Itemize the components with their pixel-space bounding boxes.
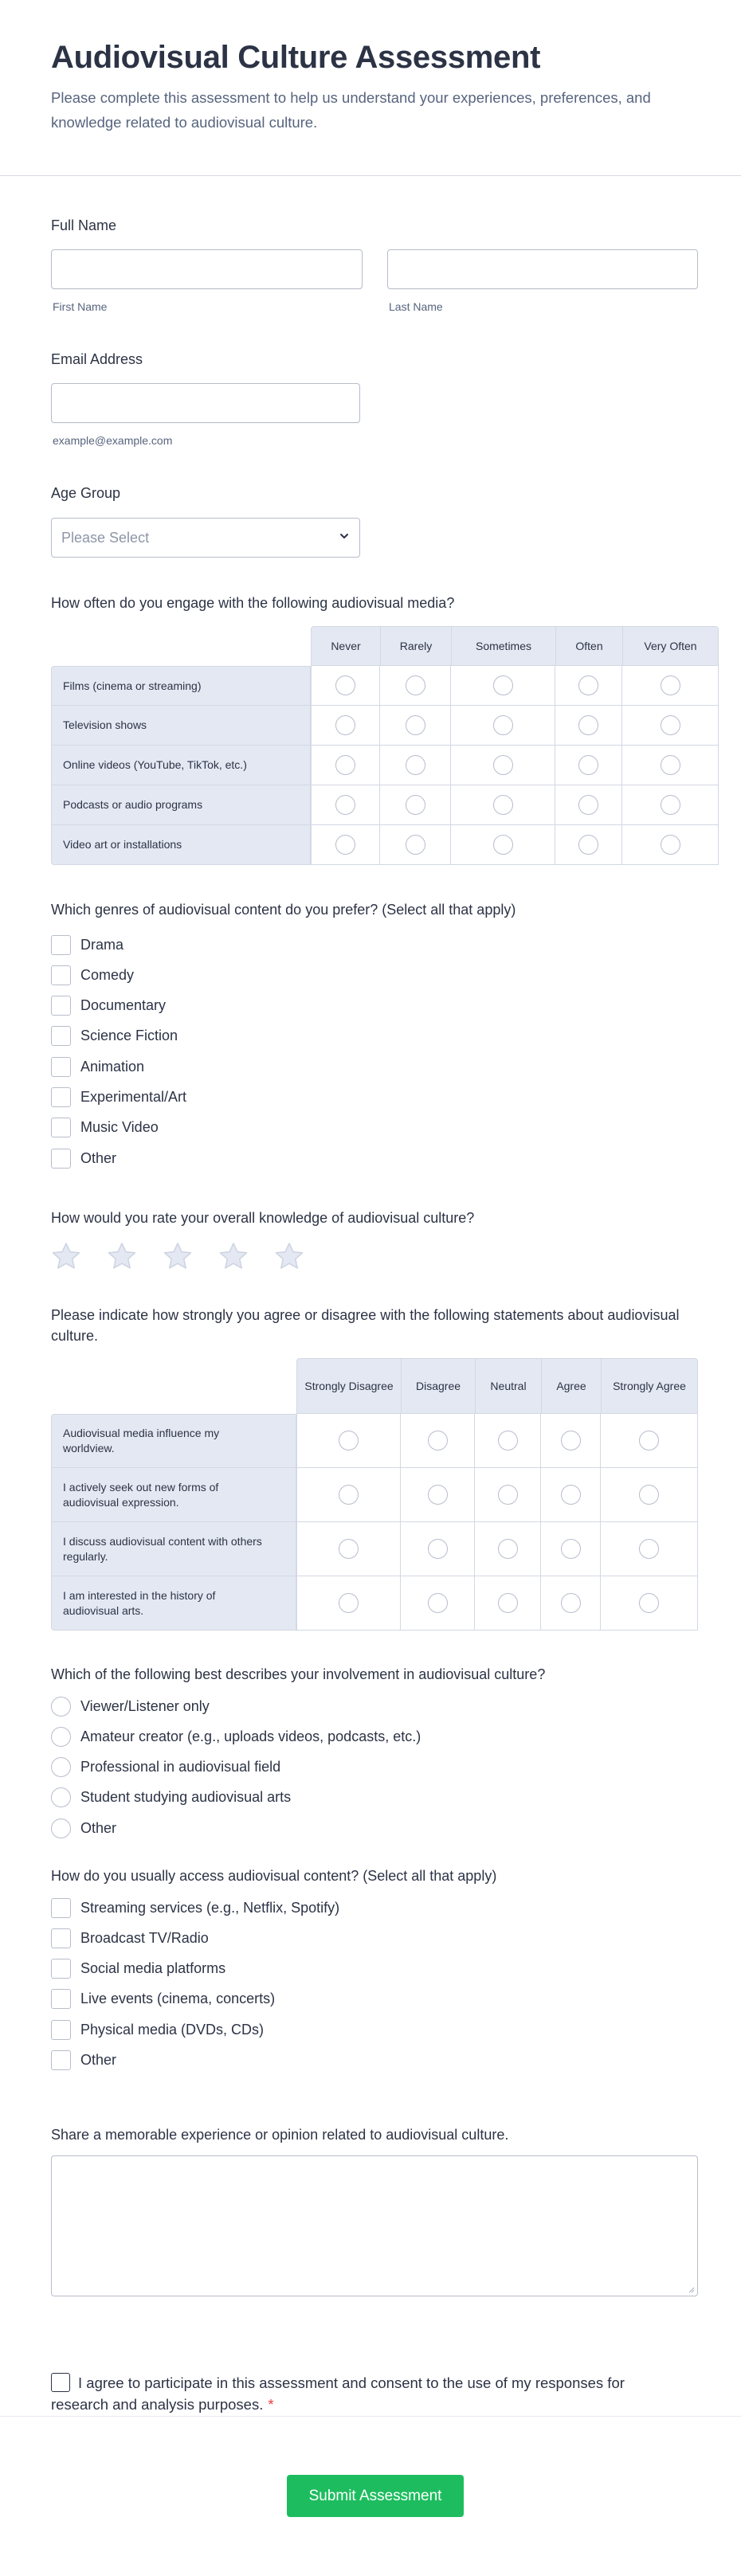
matrix-cell xyxy=(401,1414,475,1468)
checkbox-option[interactable] xyxy=(51,2050,116,2071)
matrix-radio[interactable] xyxy=(493,675,513,695)
checkbox[interactable] xyxy=(51,1898,71,1918)
matrix-row-label: Online videos (YouTube, TikTok, etc.) xyxy=(51,746,311,785)
matrix-column-header: Sometimes xyxy=(451,626,555,666)
checkbox[interactable] xyxy=(51,1087,71,1107)
matrix-cell xyxy=(541,1576,601,1631)
agreement-question: Please indicate how strongly you agree or disagree with the following statements about audiovisual culture. xyxy=(51,1307,680,1344)
matrix-row-label: Podcasts or audio programs xyxy=(51,785,311,825)
matrix-radio[interactable] xyxy=(661,675,680,695)
required-asterisk: * xyxy=(268,2396,274,2413)
matrix-row-label: I am interested in the history of audiovisual arts. xyxy=(51,1576,296,1631)
option-label: Music Video xyxy=(80,1119,159,1136)
option-label: Comedy xyxy=(80,966,135,983)
matrix-radio[interactable] xyxy=(498,1593,518,1613)
matrix-column-header: Disagree xyxy=(401,1358,475,1414)
matrix-cell xyxy=(380,666,451,706)
matrix-radio[interactable] xyxy=(578,675,598,695)
first-name-sublabel: First Name xyxy=(53,300,108,313)
matrix-radio[interactable] xyxy=(578,835,598,855)
matrix-column-header: Strongly Disagree xyxy=(296,1358,401,1414)
matrix-radio[interactable] xyxy=(428,1539,448,1559)
matrix-radio[interactable] xyxy=(406,755,425,775)
matrix-column-header: Agree xyxy=(541,1358,601,1414)
option-label: Amateur creator (e.g., uploads videos, podcasts, etc.) xyxy=(80,1728,421,1744)
option-label: Animation xyxy=(80,1058,145,1075)
matrix-radio[interactable] xyxy=(493,795,513,815)
matrix-radio[interactable] xyxy=(493,835,513,855)
matrix-cell xyxy=(451,785,555,825)
chevron-down-icon xyxy=(339,530,350,542)
radio-button[interactable] xyxy=(51,1818,71,1838)
matrix-cell xyxy=(555,706,622,746)
matrix-radio[interactable] xyxy=(339,1485,359,1505)
option-label: Science Fiction xyxy=(80,1028,178,1044)
matrix-row-label: I discuss audiovisual content with others regularly. xyxy=(51,1522,296,1576)
option-label: Professional in audiovisual field xyxy=(80,1759,281,1775)
radio-option[interactable] xyxy=(51,1696,210,1717)
last-name-sublabel: Last Name xyxy=(389,300,443,313)
matrix-cell xyxy=(555,746,622,785)
matrix-radio[interactable] xyxy=(335,755,355,775)
matrix-cell xyxy=(541,1468,601,1522)
footer-divider xyxy=(0,2416,741,2417)
matrix-column-header: Never xyxy=(311,626,380,666)
option-label: Experimental/Art xyxy=(80,1089,187,1105)
checkbox-option[interactable] xyxy=(51,1928,209,1948)
matrix-radio[interactable] xyxy=(428,1431,448,1450)
star-icon[interactable] xyxy=(274,1242,304,1270)
matrix-cell xyxy=(555,825,622,865)
matrix-cell xyxy=(296,1468,401,1522)
matrix-cell xyxy=(380,706,451,746)
matrix-cell xyxy=(451,825,555,865)
submit-button[interactable]: Submit Assessment xyxy=(287,2475,464,2517)
matrix-radio[interactable] xyxy=(561,1593,581,1613)
option-label: Other xyxy=(80,1819,117,1836)
matrix-radio[interactable] xyxy=(493,755,513,775)
matrix-cell xyxy=(475,1522,541,1576)
matrix-radio[interactable] xyxy=(428,1593,448,1613)
matrix-cell xyxy=(541,1414,601,1468)
form-title: Audiovisual Culture Assessment xyxy=(51,40,541,75)
checkbox[interactable] xyxy=(51,1928,71,1948)
matrix-radio[interactable] xyxy=(335,675,355,695)
matrix-column-header: Very Often xyxy=(622,626,719,666)
star-icon[interactable] xyxy=(107,1242,137,1270)
experience-question: Share a memorable experience or opinion related to audiovisual culture. xyxy=(51,2127,509,2143)
matrix-cell xyxy=(311,825,380,865)
matrix-cell xyxy=(311,666,380,706)
form-header xyxy=(0,0,741,176)
matrix-column-header: Often xyxy=(555,626,622,666)
option-label: Streaming services (e.g., Netflix, Spotify) xyxy=(80,1899,340,1916)
matrix-cell xyxy=(311,746,380,785)
consent-checkbox[interactable] xyxy=(51,2373,70,2392)
checkbox-option[interactable] xyxy=(51,934,124,955)
matrix-cell xyxy=(475,1414,541,1468)
matrix-radio[interactable] xyxy=(661,755,680,775)
knowledge-rating-question: How would you rate your overall knowledge of audiovisual culture? xyxy=(51,1210,475,1226)
radio-option[interactable] xyxy=(51,1726,421,1747)
radio-option[interactable] xyxy=(51,1818,116,1838)
option-label: Other xyxy=(80,2052,117,2068)
matrix-cell xyxy=(311,706,380,746)
matrix-cell xyxy=(475,1576,541,1631)
matrix-cell xyxy=(296,1576,401,1631)
consent-field xyxy=(51,2372,657,2415)
matrix-radio[interactable] xyxy=(578,795,598,815)
radio-button[interactable] xyxy=(51,1727,71,1747)
matrix-cell xyxy=(451,746,555,785)
matrix-row-label: Films (cinema or streaming) xyxy=(51,666,311,706)
radio-option[interactable] xyxy=(51,1787,291,1808)
matrix-cell xyxy=(475,1468,541,1522)
matrix-row-label: I actively seek out new forms of audiovisual expression. xyxy=(51,1468,296,1522)
consent-text: I agree to participate in this assessment and consent to the use of my responses for research and analysis purposes. xyxy=(51,2374,625,2413)
option-label: Student studying audiovisual arts xyxy=(80,1789,292,1806)
checkbox[interactable] xyxy=(51,2050,71,2070)
matrix-row-label: Television shows xyxy=(51,706,311,746)
matrix-cell xyxy=(401,1522,475,1576)
star-icon[interactable] xyxy=(163,1242,193,1270)
agreement-matrix xyxy=(51,1358,698,1632)
form-subtitle: Please complete this assessment to help us understand your experiences, preferences, and knowledge related to audiovisual culture. xyxy=(51,89,651,131)
checkbox[interactable] xyxy=(51,1989,71,2009)
checkbox-option[interactable] xyxy=(51,1056,144,1077)
resize-grip-icon[interactable] xyxy=(687,2285,695,2293)
matrix-cell xyxy=(401,1468,475,1522)
checkbox[interactable] xyxy=(51,965,71,985)
star-icon[interactable] xyxy=(218,1242,249,1270)
matrix-radio[interactable] xyxy=(498,1485,518,1505)
checkbox[interactable] xyxy=(51,1118,71,1137)
matrix-radio[interactable] xyxy=(578,715,598,735)
matrix-cell xyxy=(380,825,451,865)
full-name-label: Full Name xyxy=(51,217,117,233)
matrix-radio[interactable] xyxy=(498,1431,518,1450)
matrix-cell xyxy=(296,1414,401,1468)
matrix-cell xyxy=(555,666,622,706)
engagement-question: How often do you engage with the following audiovisual media? xyxy=(51,595,455,611)
checkbox-option[interactable] xyxy=(51,1118,159,1138)
matrix-cell xyxy=(601,1414,698,1468)
matrix-radio[interactable] xyxy=(661,715,680,735)
matrix-cell xyxy=(380,785,451,825)
email-input[interactable] xyxy=(51,383,360,423)
email-hint: example@example.com xyxy=(53,434,173,447)
matrix-radio[interactable] xyxy=(498,1539,518,1559)
checkbox[interactable] xyxy=(51,1057,71,1077)
matrix-cell xyxy=(451,706,555,746)
matrix-cell xyxy=(622,825,719,865)
matrix-radio[interactable] xyxy=(639,1539,659,1559)
matrix-column-header: Rarely xyxy=(380,626,451,666)
option-label: Viewer/Listener only xyxy=(80,1697,210,1714)
matrix-radio[interactable] xyxy=(406,715,425,735)
matrix-cell xyxy=(601,1576,698,1631)
radio-option[interactable] xyxy=(51,1757,280,1778)
matrix-cell xyxy=(601,1468,698,1522)
matrix-cell xyxy=(541,1522,601,1576)
radio-button[interactable] xyxy=(51,1757,71,1777)
matrix-column-header: Neutral xyxy=(475,1358,541,1414)
matrix-cell xyxy=(311,785,380,825)
matrix-radio[interactable] xyxy=(661,835,680,855)
engagement-matrix xyxy=(51,626,698,865)
option-label: Other xyxy=(80,1149,117,1166)
checkbox[interactable] xyxy=(51,1959,71,1979)
matrix-radio[interactable] xyxy=(639,1431,659,1450)
genres-question: Which genres of audiovisual content do you prefer? (Select all that apply) xyxy=(51,902,516,918)
matrix-cell xyxy=(622,785,719,825)
matrix-radio[interactable] xyxy=(335,715,355,735)
matrix-radio[interactable] xyxy=(661,795,680,815)
option-label: Live events (cinema, concerts) xyxy=(80,1991,276,2007)
matrix-radio[interactable] xyxy=(406,675,425,695)
age-group-label: Age Group xyxy=(51,485,121,501)
matrix-cell xyxy=(296,1522,401,1576)
matrix-cell xyxy=(622,746,719,785)
option-label: Documentary xyxy=(80,997,167,1014)
star-icon[interactable] xyxy=(51,1242,81,1270)
matrix-cell xyxy=(401,1576,475,1631)
checkbox-option[interactable] xyxy=(51,2019,264,2040)
matrix-cell xyxy=(380,746,451,785)
matrix-radio[interactable] xyxy=(561,1539,581,1559)
checkbox[interactable] xyxy=(51,996,71,1016)
checkbox-option[interactable] xyxy=(51,1148,116,1169)
star-rating[interactable] xyxy=(51,1242,304,1270)
matrix-cell xyxy=(622,706,719,746)
radio-button[interactable] xyxy=(51,1697,71,1717)
checkbox[interactable] xyxy=(51,935,71,955)
matrix-row-label: Video art or installations xyxy=(51,825,311,865)
option-label: Broadcast TV/Radio xyxy=(80,1929,209,1946)
matrix-column-header: Strongly Agree xyxy=(601,1358,698,1414)
email-label: Email Address xyxy=(51,351,143,367)
matrix-cell xyxy=(601,1522,698,1576)
checkbox-option[interactable] xyxy=(51,1897,339,1918)
matrix-radio[interactable] xyxy=(639,1593,659,1613)
matrix-radio[interactable] xyxy=(561,1485,581,1505)
checkbox-option[interactable] xyxy=(51,1959,225,1979)
matrix-radio[interactable] xyxy=(335,795,355,815)
checkbox[interactable] xyxy=(51,1149,71,1169)
matrix-cell xyxy=(451,666,555,706)
matrix-cell xyxy=(622,666,719,706)
experience-textarea[interactable] xyxy=(51,2155,698,2296)
matrix-radio[interactable] xyxy=(493,715,513,735)
checkbox[interactable] xyxy=(51,2020,71,2040)
checkbox-option[interactable] xyxy=(51,1026,178,1047)
matrix-row-label: Audiovisual media influence my worldview. xyxy=(51,1414,296,1468)
checkbox-option[interactable] xyxy=(51,996,166,1016)
checkbox-option[interactable] xyxy=(51,965,134,985)
checkbox-option[interactable] xyxy=(51,1087,186,1108)
radio-button[interactable] xyxy=(51,1787,71,1807)
matrix-radio[interactable] xyxy=(339,1431,359,1450)
age-group-select[interactable] xyxy=(51,518,360,558)
first-name-input[interactable] xyxy=(51,249,363,289)
checkbox[interactable] xyxy=(51,1026,71,1046)
matrix-radio[interactable] xyxy=(406,795,425,815)
access-question: How do you usually access audiovisual content? (Select all that apply) xyxy=(51,1868,497,1884)
checkbox-option[interactable] xyxy=(51,1989,275,2010)
matrix-radio[interactable] xyxy=(639,1485,659,1505)
matrix-radio[interactable] xyxy=(339,1539,359,1559)
matrix-radio[interactable] xyxy=(406,835,425,855)
matrix-radio[interactable] xyxy=(578,755,598,775)
option-label: Social media platforms xyxy=(80,1960,226,1977)
option-label: Drama xyxy=(80,936,124,953)
last-name-input[interactable] xyxy=(387,249,698,289)
age-group-placeholder: Please Select xyxy=(61,530,150,546)
matrix-radio[interactable] xyxy=(428,1485,448,1505)
matrix-radio[interactable] xyxy=(339,1593,359,1613)
matrix-radio[interactable] xyxy=(561,1431,581,1450)
involvement-question: Which of the following best describes your involvement in audiovisual culture? xyxy=(51,1666,546,1682)
option-label: Physical media (DVDs, CDs) xyxy=(80,2021,265,2038)
matrix-radio[interactable] xyxy=(335,835,355,855)
matrix-cell xyxy=(555,785,622,825)
